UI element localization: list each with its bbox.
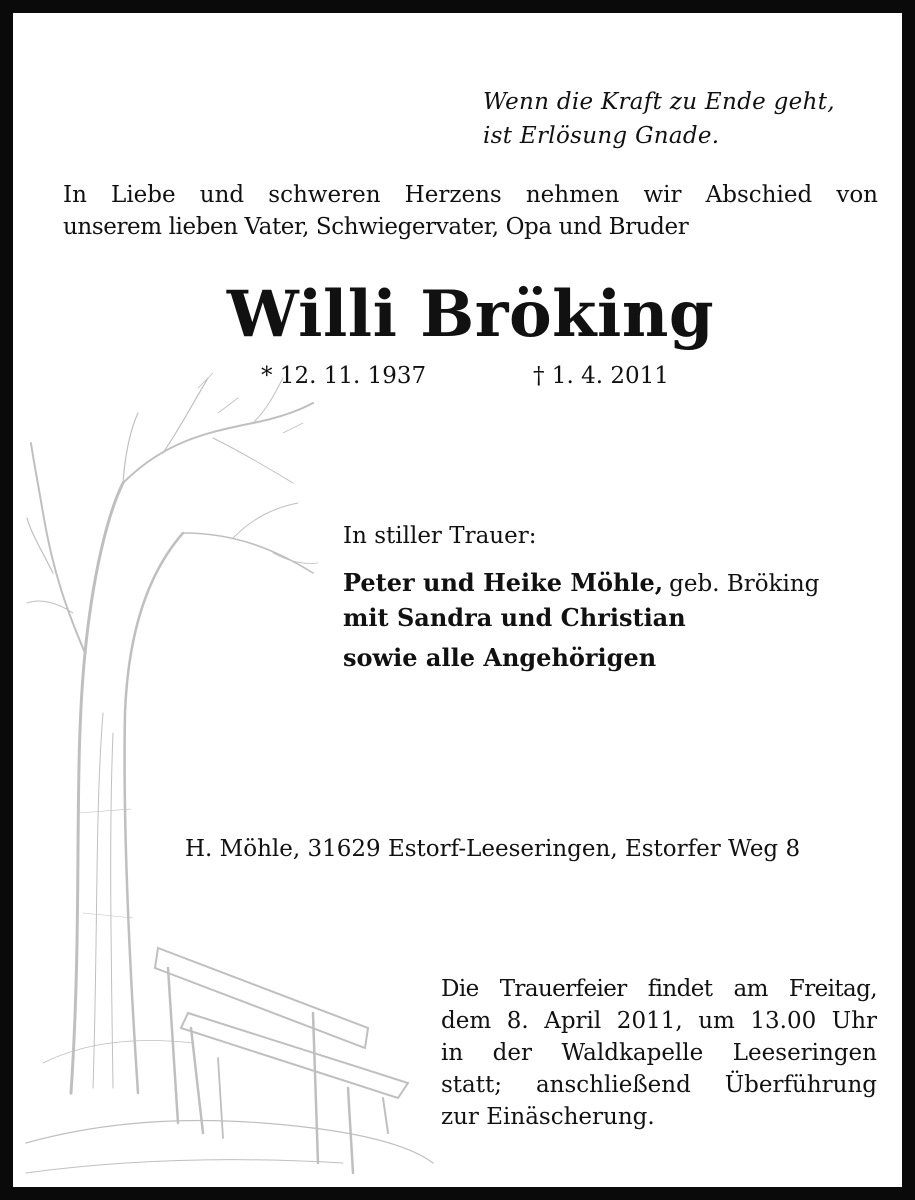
intro-line-1: In Liebe und schweren Herzens nehmen wir Abschied von bbox=[63, 182, 878, 208]
service-line-5: zur Einäscherung. bbox=[441, 1104, 655, 1130]
family-address: H. Möhle, 31629 Estorf-Leeseringen, Estorfer Weg 8 bbox=[185, 836, 801, 862]
death-date: † 1. 4. 2011 bbox=[533, 363, 669, 389]
mourning-heading: In stiller Trauer: bbox=[343, 523, 537, 549]
motto-line-1: Wenn die Kraft zu Ende geht, bbox=[483, 89, 835, 115]
mourner-line-2: mit Sandra und Christian bbox=[343, 603, 686, 632]
mourner-line-3: sowie alle Angehörigen bbox=[343, 643, 657, 672]
service-line-2: dem 8. April 2011, um 13.00 Uhr bbox=[441, 1008, 877, 1034]
mourner-names: Peter und Heike Möhle, bbox=[343, 568, 664, 597]
deceased-name: Willi Bröking bbox=[226, 277, 715, 352]
birth-date: * 12. 11. 1937 bbox=[261, 363, 427, 389]
service-line-4: statt; anschließend Überführung bbox=[441, 1072, 877, 1098]
service-line-3: in der Waldkapelle Leeseringen bbox=[441, 1040, 877, 1066]
mourner-line-1 bbox=[343, 568, 819, 597]
motto-line-2: ist Erlösung Gnade. bbox=[483, 123, 720, 149]
mourner-maiden-name: geb. Bröking bbox=[669, 571, 820, 597]
intro-line-2: unserem lieben Vater, Schwiegervater, Opa und Bruder bbox=[63, 214, 689, 240]
motto-quote bbox=[483, 85, 835, 153]
service-line-1: Die Trauerfeier findet am Freitag, bbox=[441, 976, 877, 1002]
funeral-service-notice bbox=[441, 973, 877, 1133]
intro-text bbox=[63, 179, 878, 243]
